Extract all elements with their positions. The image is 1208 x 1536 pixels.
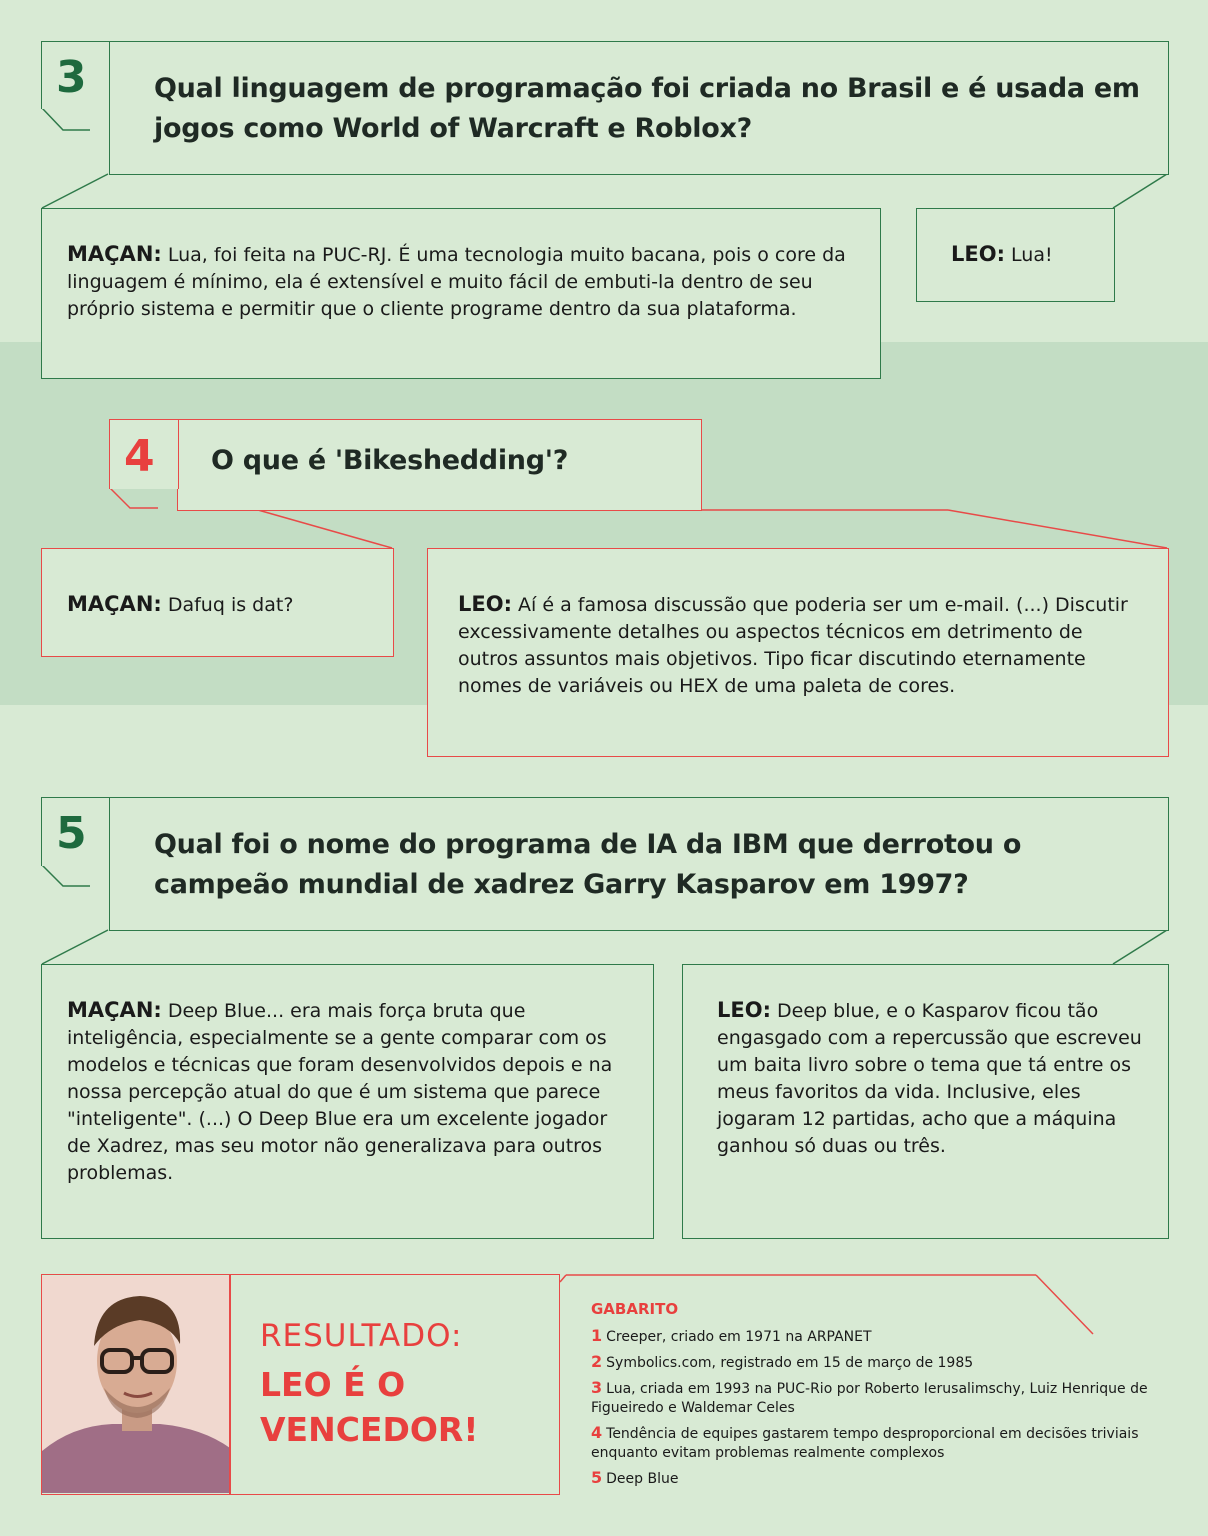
leo-answer-3: [951, 241, 1101, 269]
result-label: RESULTADO:: [260, 1318, 463, 1354]
macan-label: MAÇAN:: [67, 592, 162, 616]
question-5-text: Qual foi o nome do programa de IA da IBM que derrotou o campeão mundial de xadrez Garry Kasparov em 1997?: [154, 829, 1022, 900]
gabarito-item: [591, 1378, 1181, 1418]
result-divider: [229, 1275, 231, 1494]
gabarito-item-number: 3: [591, 1378, 603, 1397]
leo-answer-4: [458, 591, 1143, 700]
leo-answer-5: [717, 997, 1152, 1160]
portrait-illustration: [42, 1276, 230, 1493]
gabarito-title: GABARITO: [591, 1300, 679, 1318]
question-5-number: 5: [56, 808, 87, 859]
leo-label: LEO:: [717, 998, 771, 1022]
gabarito-item-number: 5: [591, 1468, 603, 1487]
gabarito-item: [591, 1352, 1181, 1373]
gabarito-item-text: Deep Blue: [606, 1471, 679, 1487]
gabarito-item: [591, 1468, 1181, 1489]
gabarito-item: [591, 1423, 1181, 1463]
macan-answer-5: [67, 997, 632, 1187]
question-4-number: 4: [124, 431, 155, 482]
question-3-number: 3: [56, 52, 87, 103]
macan-answer-4-text: Dafuq is dat?: [167, 594, 294, 616]
gabarito-item-number: 4: [591, 1423, 603, 1442]
leo-answer-4-text: Aí é a famosa discussão que poderia ser um e-mail. (...) Discutir excessivamente detalhes ou aspectos técnicos em detrimento de outros assuntos mais objetivos. Tipo ficar discutindo eternamente nomes de variáveis ou HEX de uma paleta de cores.: [458, 594, 1128, 697]
gabarito-item: [591, 1326, 1181, 1347]
question-3-text: Qual linguagem de programação foi criada no Brasil e é usada em jogos como World of Warcraft e Roblox?: [154, 73, 1140, 144]
result-winner: LEO É O VENCEDOR!: [260, 1365, 479, 1449]
winner-photo: [42, 1276, 230, 1493]
leo-label: LEO:: [951, 242, 1005, 266]
gabarito-item-number: 1: [591, 1326, 603, 1345]
macan-label: MAÇAN:: [67, 998, 162, 1022]
gabarito-item-text: Lua, criada em 1993 na PUC-Rio por Roberto Ierusalimschy, Luiz Henrique de Figueiredo e Waldemar Celes: [591, 1381, 1148, 1416]
macan-label: MAÇAN:: [67, 242, 162, 266]
leo-answer-5-text: Deep blue, e o Kasparov ficou tão engasgado com a repercussão que escreveu um baita livro sobre o tema que tá entre os meus favoritos da vida. Inclusive, eles jogaram 12 partidas, acho que a máquina ganhou só duas ou três.: [717, 1000, 1142, 1157]
gabarito-item-text: Symbolics.com, registrado em 15 de março de 1985: [606, 1355, 974, 1371]
gabarito-item-text: Tendência de equipes gastarem tempo desproporcional em decisões triviais enquanto evitam problemas realmente complexos: [591, 1426, 1139, 1461]
gabarito-item-number: 2: [591, 1352, 603, 1371]
macan-answer-3: [67, 241, 867, 323]
gabarito-list: [591, 1326, 1181, 1494]
leo-label: LEO:: [458, 592, 512, 616]
gabarito-item-text: Creeper, criado em 1971 na ARPANET: [606, 1329, 872, 1345]
question-4-text: O que é 'Bikeshedding'?: [211, 445, 569, 476]
leo-answer-3-text: Lua!: [1011, 244, 1053, 266]
macan-answer-4: [67, 591, 387, 619]
macan-answer-5-text: Deep Blue... era mais força bruta que inteligência, especialmente se a gente comparar com os modelos e técnicas que foram desenvolvidos depois e na nossa percepção atual do que é um sistema que parece "inteligente". (...) O Deep Blue era um excelente jogador de Xadrez, mas seu motor não generalizava para outros problemas.: [67, 1000, 613, 1184]
macan-answer-3-text: Lua, foi feita na PUC-RJ. É uma tecnologia muito bacana, pois o core da linguagem é mínimo, ela é extensível e muito fácil de embuti-la dentro de seu próprio sistema e permitir que o cliente programe dentro da sua plataforma.: [67, 244, 846, 320]
